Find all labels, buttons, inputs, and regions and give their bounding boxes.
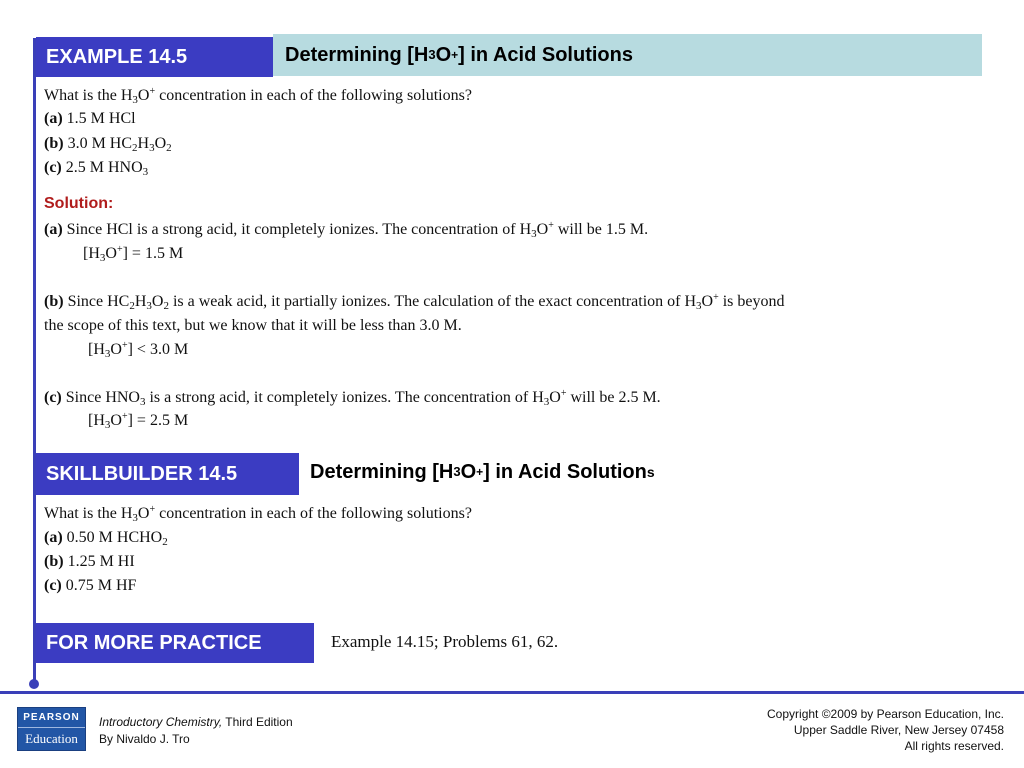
copyright-notice: Copyright ©2009 by Pearson Education, Inc. Upper Saddle River, New Jersey 07458 All rights reserved. [767,707,1004,753]
example-item-b: (b) 3.0 M $HC_2H_3O_2$ [44,135,172,154]
skillbuilder-label: SKILLBUILDER 14.5 [36,453,299,495]
skillbuilder-item-a: (a) 0.50 M $HCHO_2$ [44,529,168,548]
solution-b-equation: $[H_3O^+] < 3.0$ M [88,340,189,360]
more-practice-text: Example 14.15; Problems 61, 62. [331,632,559,651]
solution-a-equation: $[H_3O^+] = 1.5$ M [83,244,184,264]
logo-wordmark: PEARSON [18,708,85,728]
solution-c: (c) Since $HNO_3$ is a strong acid, it completely ionizes. The concentration of $H_3O^+$ will be 2.5 M. [44,388,661,408]
pearson-logo [17,707,86,751]
example-item-c: (c) 2.5 M $HNO_3$ [44,159,149,178]
more-practice-label: FOR MORE PRACTICE [36,623,314,663]
skillbuilder-item-b: (b) 1.25 M HI [44,553,135,570]
logo-subtitle: Education [25,731,78,746]
example-label: EXAMPLE 14.5 [36,37,273,77]
example-question: What is the $H_3O^+$ concentration in each of the following solutions? [44,86,472,106]
solution-b-line2: the scope of this text, but we know that it will be less than 3.0 M. [44,317,462,334]
left-rule [33,38,36,684]
book-info [99,714,293,748]
book-author: By Nivaldo J. Tro [99,732,190,746]
book-title: Introductory Chemistry, [99,715,223,729]
example-title: Determining [H 3 O + ] in Acid Solutions [285,43,633,66]
solution-c-equation: $[H_3O^+] = 2.5$ M [88,411,189,431]
example-item-a: (a) 1.5 M HCl [44,110,136,127]
footer-rule [0,691,1024,694]
book-edition: Third Edition [222,715,293,729]
solution-label: Solution: [44,195,114,212]
skillbuilder-item-c: (c) 0.75 M HF [44,577,137,594]
skillbuilder-title: Determining [H 3 O + ] in Acid Solution s [310,460,655,483]
left-rule-dot [29,679,39,689]
solution-b: (b) Since $HC_2H_3O_2$ is a weak acid, it partially ionizes. The calculation of the exact concentration of $H_3O^+$ is beyond [44,292,785,312]
skillbuilder-question: What is the $H_3O^+$ concentration in each of the following solutions? [44,504,472,524]
solution-a: (a) Since HCl is a strong acid, it completely ionizes. The concentration of $H_3O^+$ will be 1.5 M. [44,220,649,240]
